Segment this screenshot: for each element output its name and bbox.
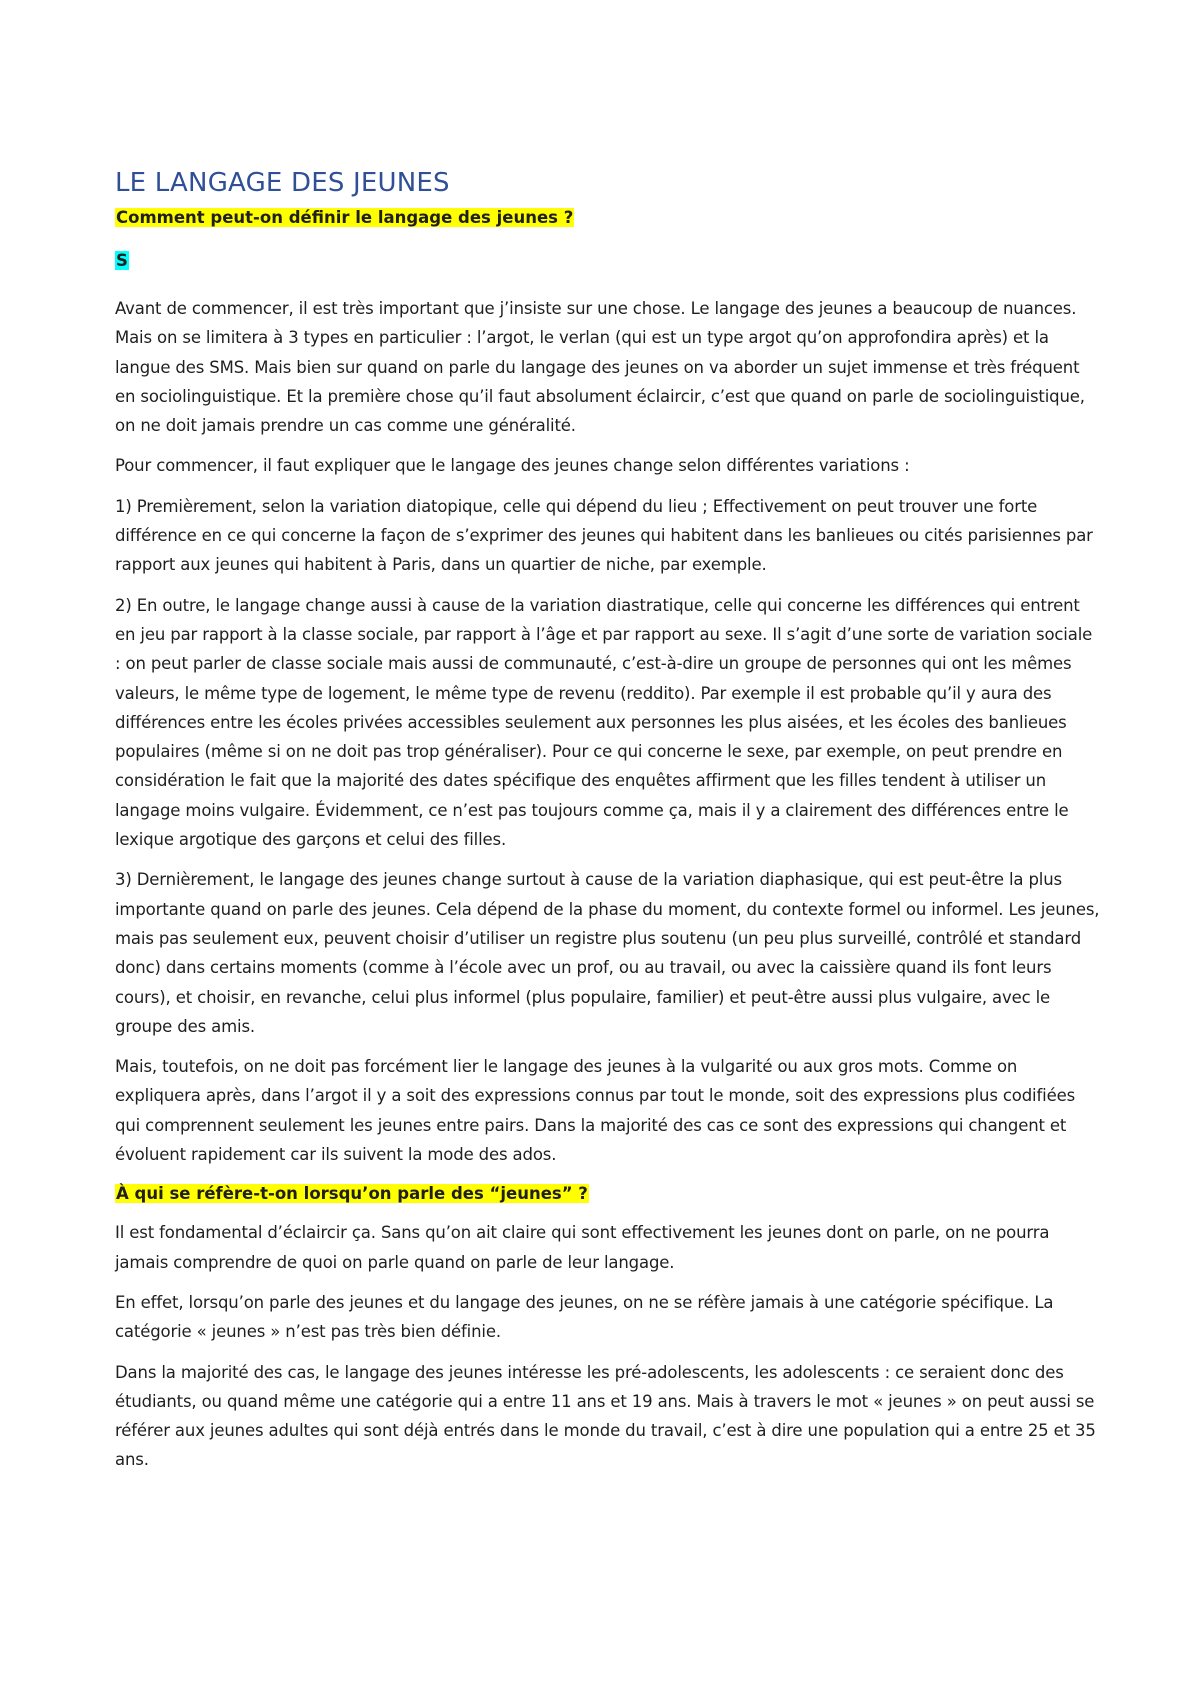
document-title: LE LANGAGE DES JEUNES: [115, 168, 450, 198]
paragraph-categorie: En effet, lorsqu’on parle des jeunes et du langage des jeunes, on ne se réfère jamais à une catégorie spécifique. La catégorie « jeunes » n’est pas très bien définie.: [115, 1292, 1054, 1342]
paragraph-variations: Pour commencer, il faut expliquer que le langage des jeunes change selon différentes variations :: [115, 456, 910, 476]
paragraph-fondamental: Il est fondamental d’éclaircir ça. Sans qu’on ait claire qui sont effectivement les jeunes dont on parle, on ne pourra jamais comprendre de quoi on parle quand on parle de leur langage.: [115, 1223, 1050, 1272]
section-marker: [115, 247, 1100, 274]
highlighted-question-2: À qui se réfère-t-on lorsqu’on parle des “jeunes” ?: [116, 1184, 588, 1204]
paragraph-intro: Avant de commencer, il est très important que j’insiste sur une chose. Le langage des jeunes a beaucoup de nuances. Mais on se limitera à 3 types en particulier : l’argot, le verlan (qui est un type argot qu’on approfondira après) et la langue des SMS. Mais bien sur quand on parle du langage des jeunes on va aborder un sujet immense et très fréquent en sociolinguistique. Et la première chose qu’il faut absolument éclaircir, c’est que quand on parle de sociolinguistique, on ne doit jamais prendre un cas comme une généralité.: [115, 299, 1085, 436]
paragraph-vulgarite: Mais, toutefois, on ne doit pas forcément lier le langage des jeunes à la vulgarité ou aux gros mots. Comme on expliquera après, dans l’argot il y a soit des expressions connus par tout le monde, soit des expressions plus codifiées qui comprennent seulement les jeunes entre pairs. Dans la majorité des cas ce sont des expressions qui changent et évoluent rapidement car ils suivent la mode des ados.: [115, 1057, 1076, 1165]
paragraph-diaphasique: 3) Dernièrement, le langage des jeunes change surtout à cause de la variation diaphasique, qui est peut-être la plus importante quand on parle des jeunes. Cela dépend de la phase du moment, du contexte formel ou informel. Les jeunes, mais pas seulement eux, peuvent choisir d’utiliser un registre plus soutenu (un peu plus surveillé, contrôlé et standard donc) dans certains moments (comme à l’école avec un prof, ou au travail, ou avec la caissière quand ils font leurs cours), et choisir, en revanche, celui plus informel (plus populaire, familier) et peut-être aussi plus vulgaire, avec le groupe des amis.: [115, 870, 1100, 1036]
highlighted-question: Comment peut-on définir le langage des jeunes ?: [116, 208, 574, 227]
section-question-2: [115, 1180, 1100, 1207]
section-question-1: [115, 204, 1100, 231]
paragraph-diastratique: 2) En outre, le langage change aussi à cause de la variation diastratique, celle qui concerne les différences qui entrent en jeu par rapport à la classe sociale, par rapport à l’âge et par rapport au sexe. Il s’agit d’une sorte de variation sociale : on peut parler de classe sociale mais aussi de communauté, c’est-à-dire un groupe de personnes qui ont les mêmes valeurs, le même type de logement, le même type de revenu (reddito). Par exemple il est probable qu’il y aura des différences entre les écoles privées accessibles seulement aux personnes les plus aisées, et les écoles des banlieues populaires (même si on ne doit pas trop généraliser). Pour ce qui concerne le sexe, par exemple, on peut prendre en considération le fait que la majorité des dates spécifique des enquêtes affirment que les filles tendent à utiliser un langage moins vulgaire. Évidemment, ce n’est pas toujours comme ça, mais il y a clairement des différences entre le lexique argotique des garçons et celui des filles.: [115, 595, 1093, 850]
document-body: [115, 166, 1100, 1475]
highlighted-marker: S: [116, 251, 128, 270]
paragraph-diatopique: 1) Premièrement, selon la variation diatopique, celle qui dépend du lieu ; Effectivement on peut trouver une forte différence en ce qui concerne la façon de s’exprimer des jeunes qui habitent dans les banlieues ou cités parisiennes par rapport aux jeunes qui habitent à Paris, dans un quartier de niche, par exemple.: [115, 496, 1093, 575]
paragraph-ages: Dans la majorité des cas, le langage des jeunes intéresse les pré-adolescents, les adolescents : ce seraient donc des étudiants, ou quand même une catégorie qui a entre 11 ans et 19 ans. Mais à travers le mot « jeunes » on peut aussi se référer aux jeunes adultes qui sont déjà entrés dans le monde du travail, c’est à dire une population qui a entre 25 et 35 ans.: [115, 1362, 1096, 1470]
